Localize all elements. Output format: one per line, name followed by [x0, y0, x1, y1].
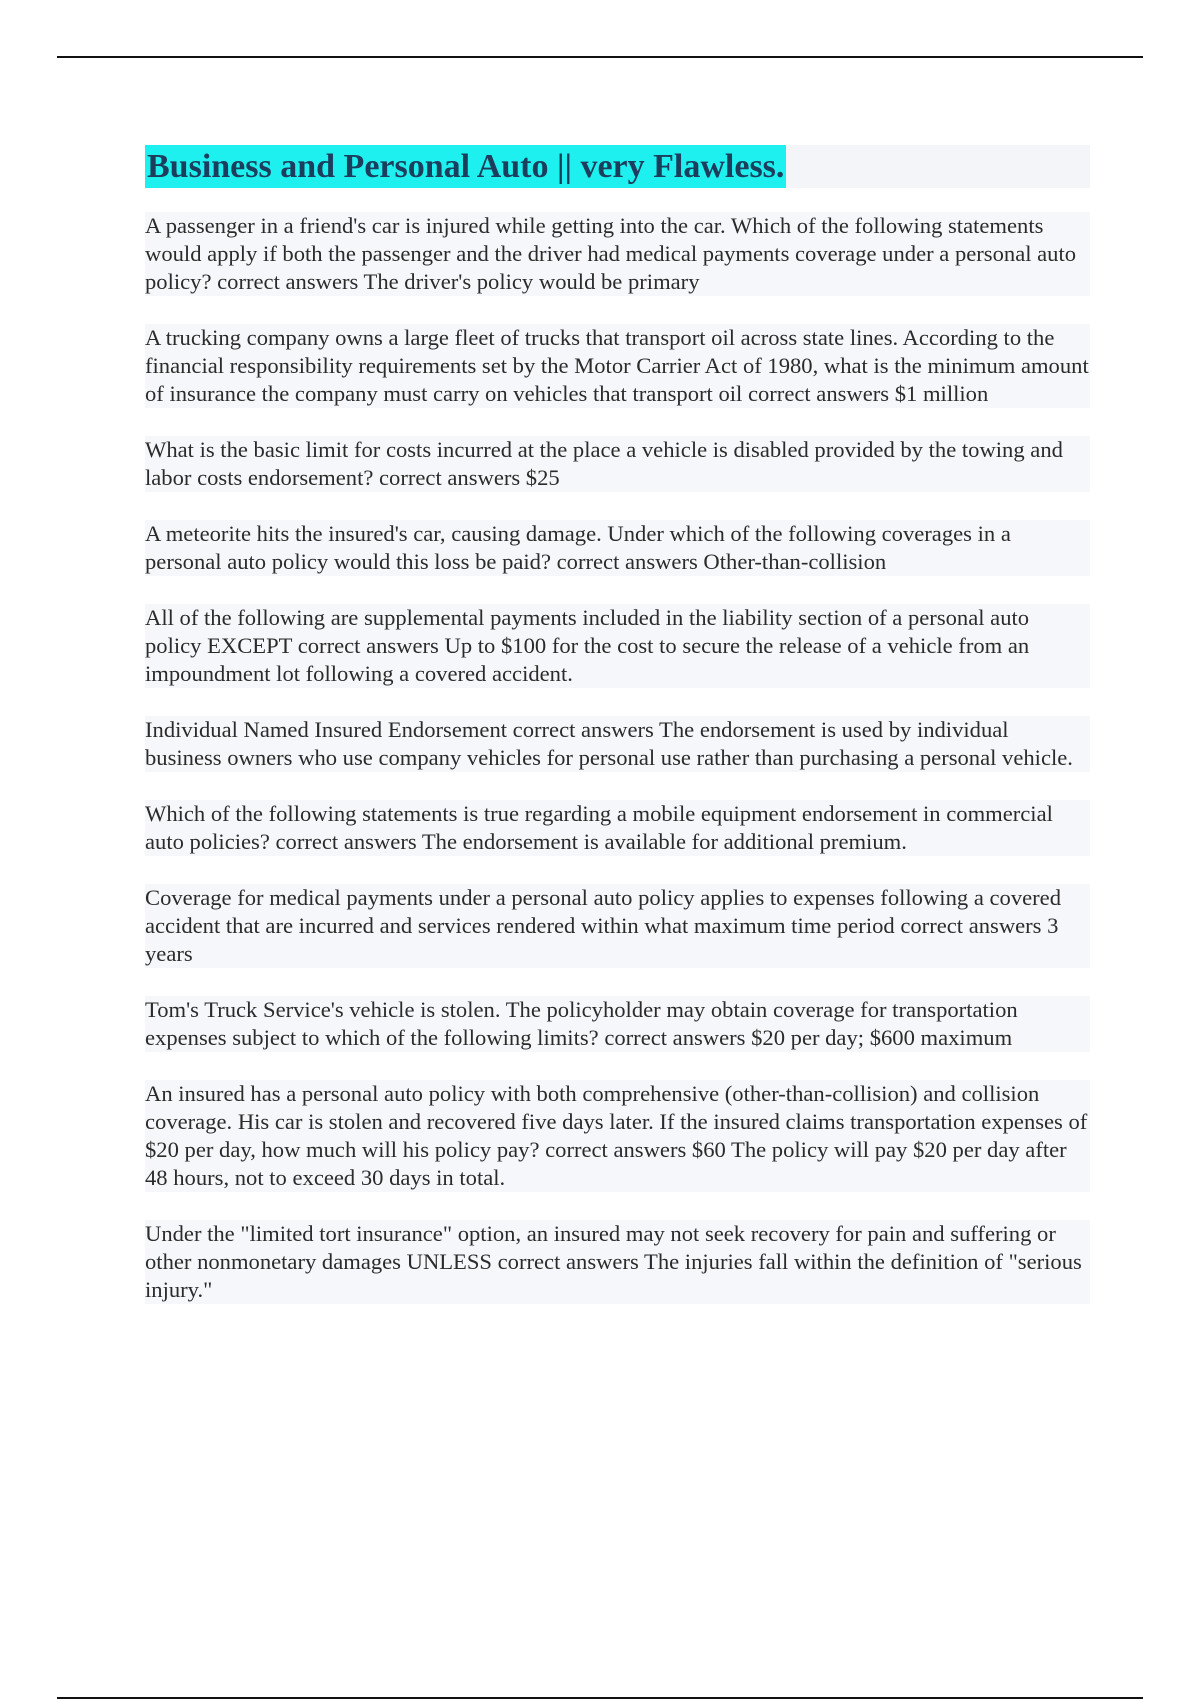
document-title: Business and Personal Auto || very Flawless.	[145, 145, 786, 188]
qa-paragraph: A passenger in a friend's car is injured while getting into the car. Which of the following statements would apply if both the passenger and the driver had medical payments coverage under a personal auto policy? correct answers The driver's policy would be primary	[145, 212, 1090, 296]
qa-paragraph: All of the following are supplemental payments included in the liability section of a personal auto policy EXCEPT correct answers Up to $100 for the cost to secure the release of a vehicle from an impoundment lot following a covered accident.	[145, 604, 1090, 688]
qa-paragraph: A trucking company owns a large fleet of trucks that transport oil across state lines. According to the financial responsibility requirements set by the Motor Carrier Act of 1980, what is the minimum amount of insurance the company must carry on vehicles that transport oil correct answers $1 million	[145, 325, 1089, 406]
qa-paragraph: Which of the following statements is true regarding a mobile equipment endorsement in commercial auto policies? correct answers The endorsement is available for additional premium.	[145, 800, 1090, 856]
qa-paragraph: Coverage for medical payments under a personal auto policy applies to expenses following a covered accident that are incurred and services rendered within what maximum time period correct answers 3 years	[145, 884, 1090, 968]
top-rule	[57, 56, 1143, 58]
bottom-rule	[57, 1697, 1143, 1699]
qa-paragraph: An insured has a personal auto policy with both comprehensive (other-than-collision) and collision coverage. His car is stolen and recovered five days later. If the insured claims transportation expenses of $20 per day, how much will his policy pay? correct answers $60 The policy will pay $20 per day after 48 hours, not to exceed 30 days in total.	[145, 1080, 1090, 1192]
document-body	[145, 145, 1090, 1332]
qa-paragraph: Under the "limited tort insurance" option, an insured may not seek recovery for pain and suffering or other nonmonetary damages UNLESS correct answers The injuries fall within the definition of "serious injury."	[145, 1220, 1090, 1304]
qa-list	[145, 212, 1090, 1304]
qa-paragraph: Tom's Truck Service's vehicle is stolen. The policyholder may obtain coverage for transportation expenses subject to which of the following limits? correct answers $20 per day; $600 maximum	[145, 996, 1090, 1052]
title-bar	[145, 145, 1090, 188]
qa-paragraph: Individual Named Insured Endorsement correct answers The endorsement is used by individual business owners who use company vehicles for personal use rather than purchasing a personal vehicle.	[145, 716, 1090, 772]
qa-paragraph: A meteorite hits the insured's car, causing damage. Under which of the following coverages in a personal auto policy would this loss be paid? correct answers Other-than-collision	[145, 520, 1090, 576]
qa-paragraph: What is the basic limit for costs incurred at the place a vehicle is disabled provided by the towing and labor costs endorsement? correct answers $25	[145, 436, 1090, 492]
